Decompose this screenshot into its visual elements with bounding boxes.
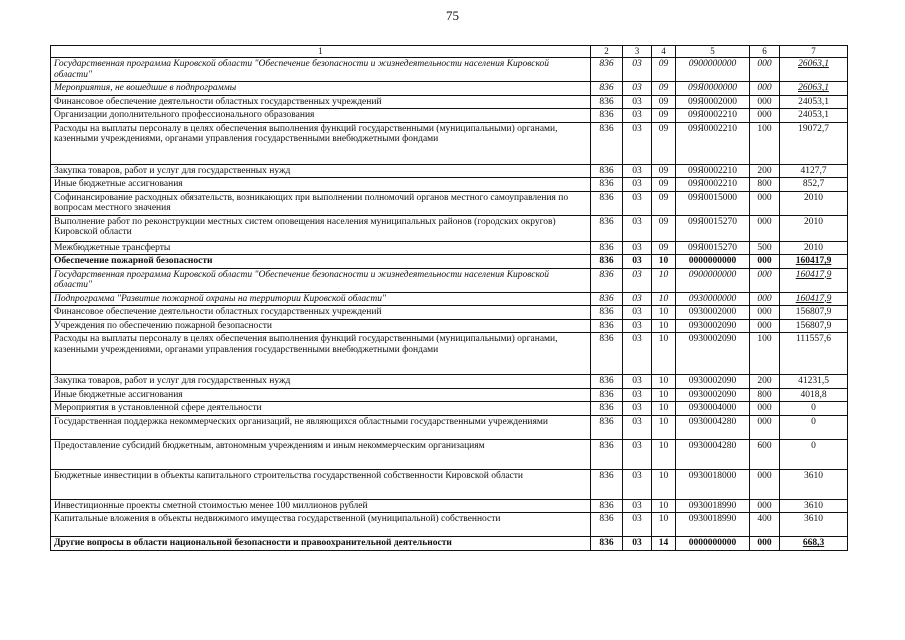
amount-cell: 4127,7 [780, 164, 848, 178]
amount-cell: 26063,1 [780, 58, 848, 82]
row-name-cell: Предоставление субсидий бюджетным, автономным учреждениям и иным некоммерческим организациям [51, 439, 591, 469]
target-article-cell: 09Я0002210 [676, 178, 750, 192]
expense-type-cell: 200 [750, 375, 780, 389]
amount-cell: 111557,6 [780, 333, 848, 375]
amount-cell: 3610 [780, 469, 848, 499]
expense-type-cell: 000 [750, 402, 780, 416]
target-article-cell: 0000000000 [676, 537, 750, 551]
table-row [51, 513, 848, 537]
section-cell: 03 [623, 306, 652, 320]
row-name-cell: Межбюджетные трансферты [51, 241, 591, 255]
budget-table [50, 45, 848, 551]
amount-cell: 2010 [780, 215, 848, 241]
section-cell: 03 [623, 388, 652, 402]
row-name-cell: Инвестиционные проекты сметной стоимостью менее 100 миллионов рублей [51, 499, 591, 513]
section-cell: 03 [623, 82, 652, 96]
table-row [51, 95, 848, 109]
subsection-cell: 10 [652, 439, 676, 469]
section-cell: 03 [623, 109, 652, 123]
table-row [51, 109, 848, 123]
target-article-cell: 0930004000 [676, 402, 750, 416]
table-row [51, 164, 848, 178]
row-name-cell: Другие вопросы в области национальной безопасности и правоохранительной деятельности [51, 537, 591, 551]
amount-cell: 668,3 [780, 537, 848, 551]
target-article-cell: 0930018990 [676, 499, 750, 513]
header-cell: 6 [750, 46, 780, 58]
amount-cell: 0 [780, 415, 848, 439]
admin-code-cell: 836 [591, 58, 623, 82]
target-article-cell: 09Я0015270 [676, 241, 750, 255]
admin-code-cell: 836 [591, 439, 623, 469]
section-cell: 03 [623, 164, 652, 178]
subsection-cell: 10 [652, 292, 676, 306]
table-row [51, 268, 848, 292]
admin-code-cell: 836 [591, 319, 623, 333]
admin-code-cell: 836 [591, 537, 623, 551]
expense-type-cell: 000 [750, 215, 780, 241]
target-article-cell: 0930002090 [676, 333, 750, 375]
target-article-cell: 09Я0002000 [676, 95, 750, 109]
row-name-cell: Софинансирование расходных обязательств, возникающих при выполнении полномочий органов местного самоуправления по вопросам местного значения [51, 191, 591, 215]
row-name-cell: Капитальные вложения в объекты недвижимого имущества государственной (муниципальной) собственности [51, 513, 591, 537]
admin-code-cell: 836 [591, 306, 623, 320]
amount-cell: 160417,9 [780, 268, 848, 292]
expense-type-cell: 800 [750, 178, 780, 192]
table-row [51, 402, 848, 416]
section-cell: 03 [623, 513, 652, 537]
admin-code-cell: 836 [591, 268, 623, 292]
expense-type-cell: 000 [750, 537, 780, 551]
target-article-cell: 0930000000 [676, 292, 750, 306]
table-row [51, 439, 848, 469]
row-name-cell: Организации дополнительного профессионального образования [51, 109, 591, 123]
subsection-cell: 09 [652, 122, 676, 164]
row-name-cell: Закупка товаров, работ и услуг для государственных нужд [51, 375, 591, 389]
row-name-cell: Государственная программа Кировской области "Обеспечение безопасности и жизнедеятельности населения Кировской области" [51, 58, 591, 82]
subsection-cell: 09 [652, 178, 676, 192]
admin-code-cell: 836 [591, 375, 623, 389]
target-article-cell: 0930002000 [676, 306, 750, 320]
section-cell: 03 [623, 268, 652, 292]
row-name-cell: Иные бюджетные ассигнования [51, 388, 591, 402]
table-row [51, 255, 848, 269]
section-cell: 03 [623, 499, 652, 513]
admin-code-cell: 836 [591, 109, 623, 123]
subsection-cell: 09 [652, 95, 676, 109]
section-cell: 03 [623, 178, 652, 192]
amount-cell: 160417,9 [780, 292, 848, 306]
amount-cell: 41231,5 [780, 375, 848, 389]
expense-type-cell: 600 [750, 439, 780, 469]
amount-cell: 19072,7 [780, 122, 848, 164]
subsection-cell: 10 [652, 255, 676, 269]
target-article-cell: 09Я0015000 [676, 191, 750, 215]
subsection-cell: 09 [652, 109, 676, 123]
expense-type-cell: 000 [750, 319, 780, 333]
target-article-cell: 0930002090 [676, 375, 750, 389]
table-row [51, 215, 848, 241]
subsection-cell: 10 [652, 402, 676, 416]
table-row [51, 375, 848, 389]
expense-type-cell: 000 [750, 255, 780, 269]
row-name-cell: Учреждения по обеспечению пожарной безопасности [51, 319, 591, 333]
expense-type-cell: 100 [750, 122, 780, 164]
row-name-cell: Мероприятия в установленной сфере деятельности [51, 402, 591, 416]
row-name-cell: Закупка товаров, работ и услуг для государственных нужд [51, 164, 591, 178]
admin-code-cell: 836 [591, 255, 623, 269]
admin-code-cell: 836 [591, 292, 623, 306]
amount-cell: 160417,9 [780, 255, 848, 269]
target-article-cell: 0900000000 [676, 268, 750, 292]
subsection-cell: 10 [652, 499, 676, 513]
section-cell: 03 [623, 292, 652, 306]
row-name-cell: Государственная поддержка некоммерческих организаций, не являющихся областными государственными учреждениями [51, 415, 591, 439]
table-row [51, 388, 848, 402]
amount-cell: 3610 [780, 499, 848, 513]
subsection-cell: 09 [652, 164, 676, 178]
row-name-cell: Финансовое обеспечение деятельности областных государственных учреждений [51, 95, 591, 109]
row-name-cell: Расходы на выплаты персоналу в целях обеспечения выполнения функций государственными (муниципальными) органами, казенными учреждениями, органами управления государственными внебюджетными фондами [51, 333, 591, 375]
table-row [51, 306, 848, 320]
admin-code-cell: 836 [591, 499, 623, 513]
admin-code-cell: 836 [591, 191, 623, 215]
section-cell: 03 [623, 122, 652, 164]
section-cell: 03 [623, 215, 652, 241]
admin-code-cell: 836 [591, 402, 623, 416]
target-article-cell: 0930004280 [676, 415, 750, 439]
section-cell: 03 [623, 58, 652, 82]
admin-code-cell: 836 [591, 215, 623, 241]
subsection-cell: 09 [652, 241, 676, 255]
row-name-cell: Бюджетные инвестиции в объекты капитального строительства государственной собственности Кировской области [51, 469, 591, 499]
expense-type-cell: 000 [750, 499, 780, 513]
admin-code-cell: 836 [591, 178, 623, 192]
subsection-cell: 09 [652, 82, 676, 96]
amount-cell: 0 [780, 439, 848, 469]
target-article-cell: 0930004280 [676, 439, 750, 469]
section-cell: 03 [623, 241, 652, 255]
row-name-cell: Обеспечение пожарной безопасности [51, 255, 591, 269]
target-article-cell: 0000000000 [676, 255, 750, 269]
target-article-cell: 0930018990 [676, 513, 750, 537]
header-cell: 5 [676, 46, 750, 58]
page-number: 75 [446, 8, 459, 23]
amount-cell: 24053,1 [780, 109, 848, 123]
header-cell: 2 [591, 46, 623, 58]
amount-cell: 2010 [780, 241, 848, 255]
amount-cell: 4018,8 [780, 388, 848, 402]
admin-code-cell: 836 [591, 388, 623, 402]
admin-code-cell: 836 [591, 82, 623, 96]
subsection-cell: 10 [652, 319, 676, 333]
table-row [51, 122, 848, 164]
target-article-cell: 0930002090 [676, 319, 750, 333]
expense-type-cell: 000 [750, 469, 780, 499]
section-cell: 03 [623, 333, 652, 375]
amount-cell: 26063,1 [780, 82, 848, 96]
expense-type-cell: 500 [750, 241, 780, 255]
table-row [51, 333, 848, 375]
admin-code-cell: 836 [591, 122, 623, 164]
subsection-cell: 10 [652, 513, 676, 537]
admin-code-cell: 836 [591, 469, 623, 499]
admin-code-cell: 836 [591, 241, 623, 255]
header-cell: 7 [780, 46, 848, 58]
section-cell: 03 [623, 402, 652, 416]
expense-type-cell: 000 [750, 95, 780, 109]
header-cell: 4 [652, 46, 676, 58]
expense-type-cell: 400 [750, 513, 780, 537]
expense-type-cell: 000 [750, 268, 780, 292]
expense-type-cell: 800 [750, 388, 780, 402]
target-article-cell: 09Я0015270 [676, 215, 750, 241]
subsection-cell: 10 [652, 306, 676, 320]
table-row [51, 319, 848, 333]
subsection-cell: 09 [652, 191, 676, 215]
admin-code-cell: 836 [591, 164, 623, 178]
table-row [51, 178, 848, 192]
amount-cell: 3610 [780, 513, 848, 537]
expense-type-cell: 100 [750, 333, 780, 375]
table-row [51, 191, 848, 215]
section-cell: 03 [623, 439, 652, 469]
section-cell: 03 [623, 375, 652, 389]
section-cell: 03 [623, 415, 652, 439]
row-name-cell: Подпрограмма "Развитие пожарной охраны на территории Кировской области" [51, 292, 591, 306]
expense-type-cell: 000 [750, 292, 780, 306]
table-row [51, 58, 848, 82]
row-name-cell: Мероприятия, не вошедшие в подпрограммы [51, 82, 591, 96]
table-row [51, 241, 848, 255]
expense-type-cell: 000 [750, 415, 780, 439]
target-article-cell: 09Я0002210 [676, 164, 750, 178]
row-name-cell: Расходы на выплаты персоналу в целях обеспечения выполнения функций государственными (муниципальными) органами, казенными учреждениями, органами управления государственными внебюджетными фондами [51, 122, 591, 164]
expense-type-cell: 000 [750, 58, 780, 82]
target-article-cell: 09Я0002210 [676, 109, 750, 123]
target-article-cell: 0900000000 [676, 58, 750, 82]
table-row [51, 82, 848, 96]
header-cell: 1 [51, 46, 591, 58]
row-name-cell: Выполнение работ по реконструкции местных систем оповещения населения муниципальных районов (городских округов) Кировской области [51, 215, 591, 241]
subsection-cell: 10 [652, 333, 676, 375]
section-cell: 03 [623, 95, 652, 109]
amount-cell: 0 [780, 402, 848, 416]
section-cell: 03 [623, 255, 652, 269]
subsection-cell: 14 [652, 537, 676, 551]
target-article-cell: 09Я0000000 [676, 82, 750, 96]
amount-cell: 852,7 [780, 178, 848, 192]
amount-cell: 156807,9 [780, 319, 848, 333]
admin-code-cell: 836 [591, 333, 623, 375]
target-article-cell: 0930002090 [676, 388, 750, 402]
subsection-cell: 10 [652, 268, 676, 292]
amount-cell: 156807,9 [780, 306, 848, 320]
target-article-cell: 0930018000 [676, 469, 750, 499]
subsection-cell: 09 [652, 215, 676, 241]
table-row [51, 537, 848, 551]
expense-type-cell: 000 [750, 191, 780, 215]
expense-type-cell: 000 [750, 109, 780, 123]
section-cell: 03 [623, 537, 652, 551]
subsection-cell: 10 [652, 388, 676, 402]
expense-type-cell: 000 [750, 306, 780, 320]
table-row [51, 415, 848, 439]
subsection-cell: 09 [652, 58, 676, 82]
header-cell: 3 [623, 46, 652, 58]
expense-type-cell: 000 [750, 82, 780, 96]
row-name-cell: Финансовое обеспечение деятельности областных государственных учреждений [51, 306, 591, 320]
table-row [51, 292, 848, 306]
admin-code-cell: 836 [591, 415, 623, 439]
subsection-cell: 10 [652, 375, 676, 389]
table-row [51, 499, 848, 513]
expense-type-cell: 200 [750, 164, 780, 178]
table-header-row [51, 46, 848, 58]
amount-cell: 2010 [780, 191, 848, 215]
subsection-cell: 10 [652, 415, 676, 439]
table-row [51, 469, 848, 499]
row-name-cell: Иные бюджетные ассигнования [51, 178, 591, 192]
admin-code-cell: 836 [591, 513, 623, 537]
section-cell: 03 [623, 319, 652, 333]
row-name-cell: Государственная программа Кировской области "Обеспечение безопасности и жизнедеятельности населения Кировской области" [51, 268, 591, 292]
section-cell: 03 [623, 191, 652, 215]
amount-cell: 24053,1 [780, 95, 848, 109]
target-article-cell: 09Я0002210 [676, 122, 750, 164]
section-cell: 03 [623, 469, 652, 499]
subsection-cell: 10 [652, 469, 676, 499]
admin-code-cell: 836 [591, 95, 623, 109]
